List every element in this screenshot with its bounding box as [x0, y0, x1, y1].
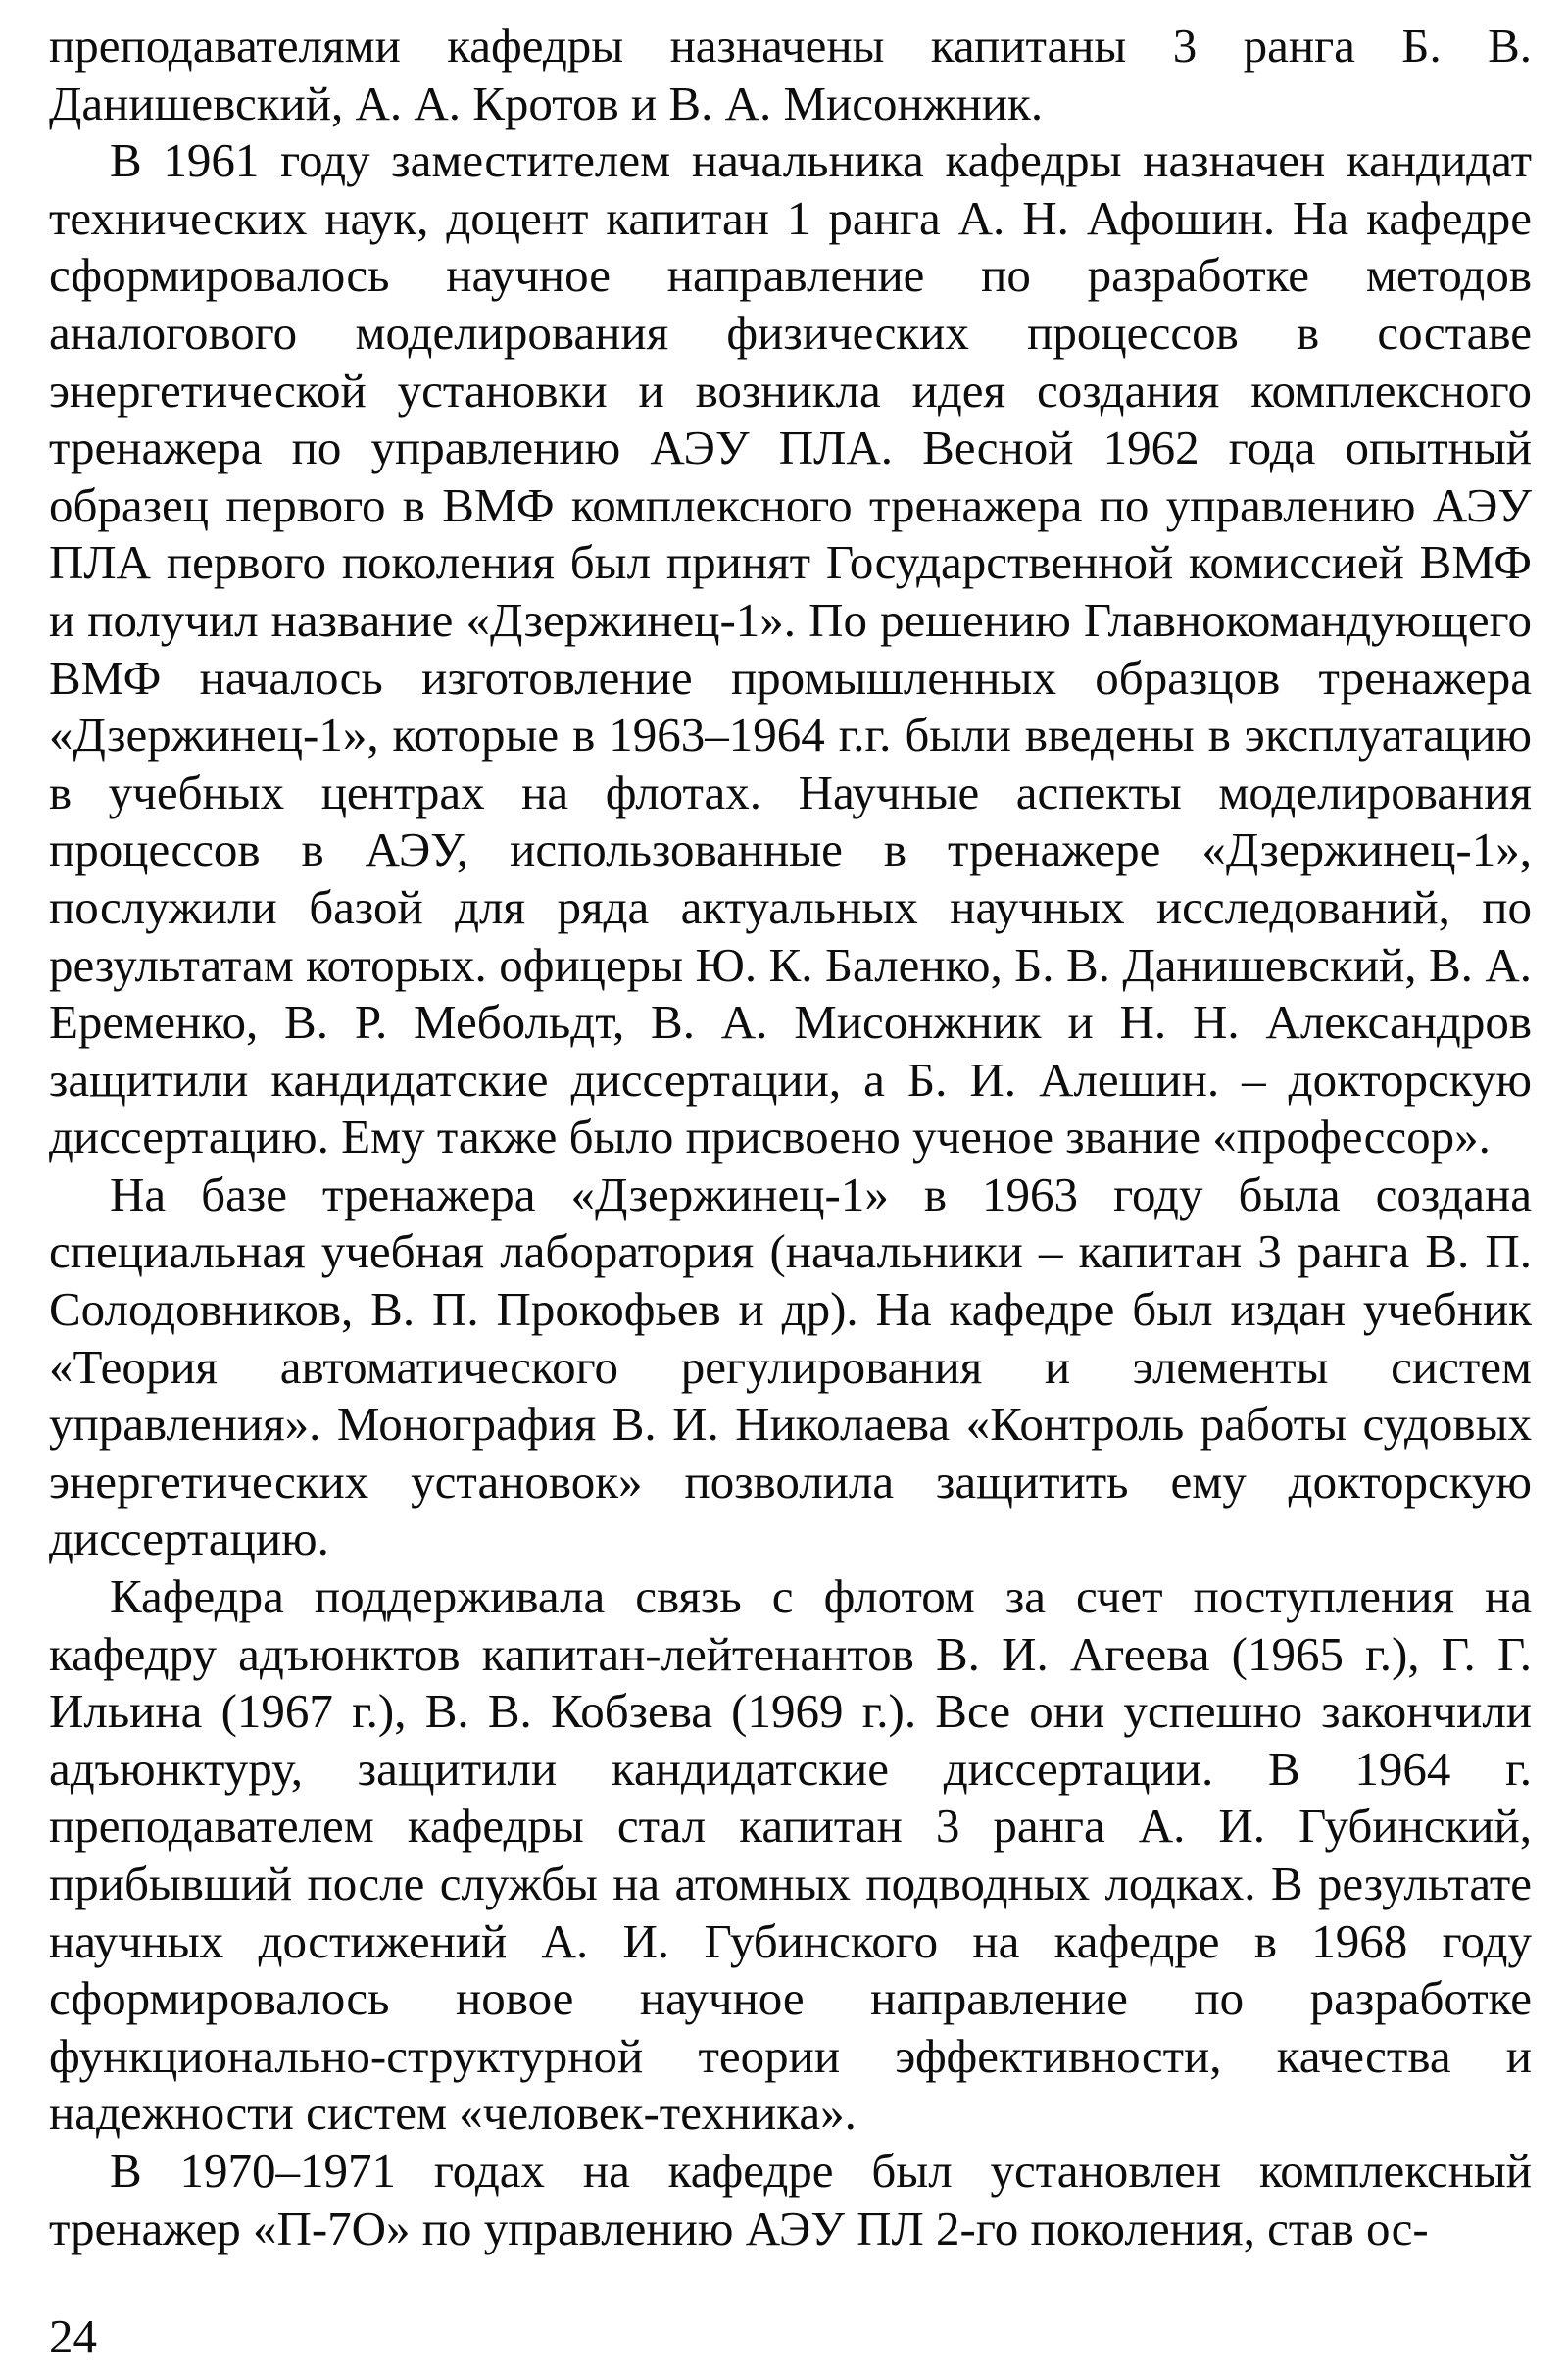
page-number: 24: [49, 2309, 97, 2363]
paragraph-4: Кафедра поддерживала связь с флотом за счет поступления на кафедру адъюнктов капитан-лейтенантов В. И. Агеева (1965 г.), Г. Г. Ильина (1967 г.), В. В. Кобзева (1969 г.). Все они успешно закончили адъюнктуру, защитили кандидатские диссертации. В 1964 г. преподавателем кафедры стал капитан 3 ранга А. И. Губинский, прибывший после службы на атомных подводных лодках. В результате научных достижений А. И. Губинского на кафедре в 1968 году сформировалось новое научное направление по разработке функционально-структурной теории эффективности, качества и надежности систем «человек-техника».: [49, 1569, 1532, 2141]
body-text: [49, 18, 1532, 2257]
paragraph-2: В 1961 году заместителем начальника кафедры назначен кандидат технических наук, доцент капитан 1 ранга А. Н. Афошин. На кафедре сформировалось научное направление по разработке методов аналогового моделирования физических процессов в составе энергетической установки и возникла идея создания комплексного тренажера по управлению АЭУ ПЛА. Весной 1962 года опытный образец первого в ВМФ комплексного тренажера по управлению АЭУ ПЛА первого поколения был принят Государственной комиссией ВМФ и получил название «Дзержинец-1». По решению Главнокомандующего ВМФ началось изготовление промышленных образцов тренажера «Дзержинец-1», которые в 1963–1964 г.г. были введены в эксплуатацию в учебных центрах на флотах. Научные аспекты моделирования процессов в АЭУ, использованные в тренажере «Дзержинец-1», послужили базой для ряда актуальных научных исследований, по результатам которых. офицеры Ю. К. Баленко, Б. В. Данишевский, В. А. Еременко, В. Р. Мебольдт, В. А. Мисонжник и Н. Н. Александров защитили кандидатские диссертации, а Б. И. Алешин. – докторскую диссертацию. Ему также было присвоено ученое звание «профессор».: [49, 133, 1532, 1164]
paragraph-3: На базе тренажера «Дзержинец-1» в 1963 году была создана специальная учебная лаборатория (начальники – капитан 3 ранга В. П. Солодовников, В. П. Прокофьев и др). На кафедре был издан учебник «Теория автоматического регулирования и элементы систем управления». Монография В. И. Николаева «Контроль работы судовых энергетических установок» позволила защитить ему докторскую диссертацию.: [49, 1166, 1532, 1566]
paragraph-5: В 1970–1971 годах на кафедре был установлен комплексный тренажер «П-7О» по управлению АЭУ ПЛ 2-го поколения, став ос-: [49, 2143, 1532, 2255]
paragraph-1: преподавателями кафедры назначены капитаны 3 ранга Б. В. Данишевский, А. А. Кротов и В. А. Мисонжник.: [49, 19, 1532, 130]
